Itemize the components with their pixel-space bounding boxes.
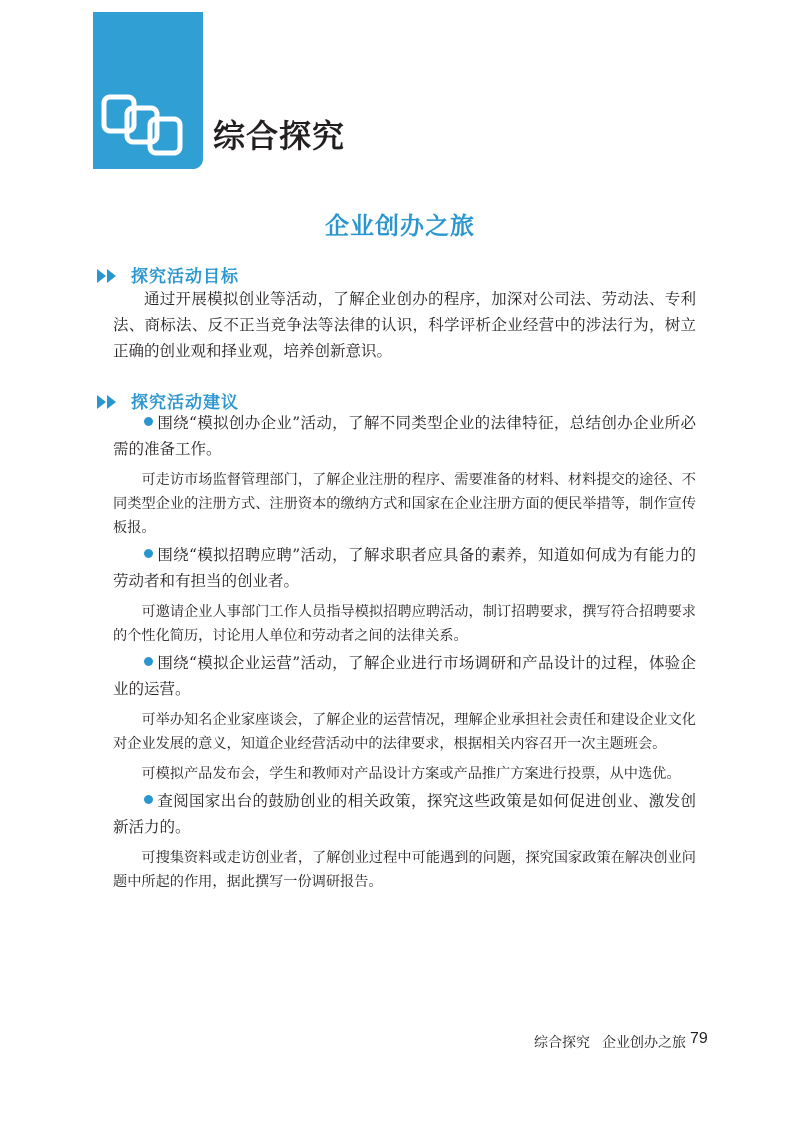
detail-paragraph: 可邀请企业人事部门工作人员指导模拟招聘应聘活动，制订招聘要求，撰写符合招聘要求的个性化简历，讨论用人单位和劳动者之间的法律关系。 [113,604,696,644]
section-heading-goals: 探究活动目标 [97,262,239,287]
paragraph: 通过开展模拟创业等活动，了解企业创办的程序，加深对公司法、劳动法、专利法、商标法、反不正当竞争法等法律的认识，科学评析企业经营中的涉法行为，树立正确的创业观和择业观，培养创新意识。 [113,290,696,360]
bullet-dot-icon [144,795,153,804]
chapter-tab [93,12,203,169]
bullet-item: 围绕“模拟创办企业”活动，了解不同类型企业的法律特征，总结创办企业所必需的准备工作。 [113,414,696,458]
detail-paragraph: 可走访市场监督管理部门，了解企业注册的程序、需要准备的材料、材料提交的途径、不同类型企业的注册方式、注册资本的缴纳方式和国家在企业注册方面的便民举措等，制作宣传板报。 [113,472,696,536]
section-body-goals [113,286,696,364]
double-chevron-icon [97,395,123,409]
chapter-title: 综合探究 [213,117,346,155]
detail-paragraph: 可举办知名企业家座谈会，了解企业的运营情况，理解企业承担社会责任和建设企业文化对企业发展的意义，知道企业经营活动中的法律要求，根据相关内容召开一次主题班会。 [113,712,696,752]
section-heading-suggestions: 探究活动建议 [97,388,239,413]
bullet-item: 查阅国家出台的鼓励创业的相关政策，探究这些政策是如何促进创业、激发创新活力的。 [113,792,696,836]
footer-topic: 企业创办之旅 [602,1035,686,1051]
detail-paragraph: 可模拟产品发布会，学生和教师对产品设计方案或产品推广方案进行投票，从中选优。 [141,766,681,782]
topic-title: 企业创办之旅 [325,212,475,240]
bullet-dot-icon [144,417,153,426]
double-chevron-icon [97,269,123,283]
footer-chapter: 综合探究 [534,1035,590,1051]
bullet-dot-icon [144,549,153,558]
bullet-item: 围绕“模拟企业运营”活动，了解企业进行市场调研和产品设计的过程，体验企业的运营。 [113,654,696,698]
page-number: 79 [690,1030,708,1047]
bullet-dot-icon [144,657,153,666]
bullet-item: 围绕“模拟招聘应聘”活动，了解求职者应具备的素养，知道如何成为有能力的劳动者和有担当的创业者。 [113,546,696,590]
section-body-suggestions [113,410,696,894]
running-footer [534,1032,698,1052]
detail-paragraph: 可搜集资料或走访创业者，了解创业过程中可能遇到的问题，探究国家政策在解决创业问题中所起的作用，据此撰写一份调研报告。 [113,850,696,890]
linked-squares-icon [101,94,187,166]
